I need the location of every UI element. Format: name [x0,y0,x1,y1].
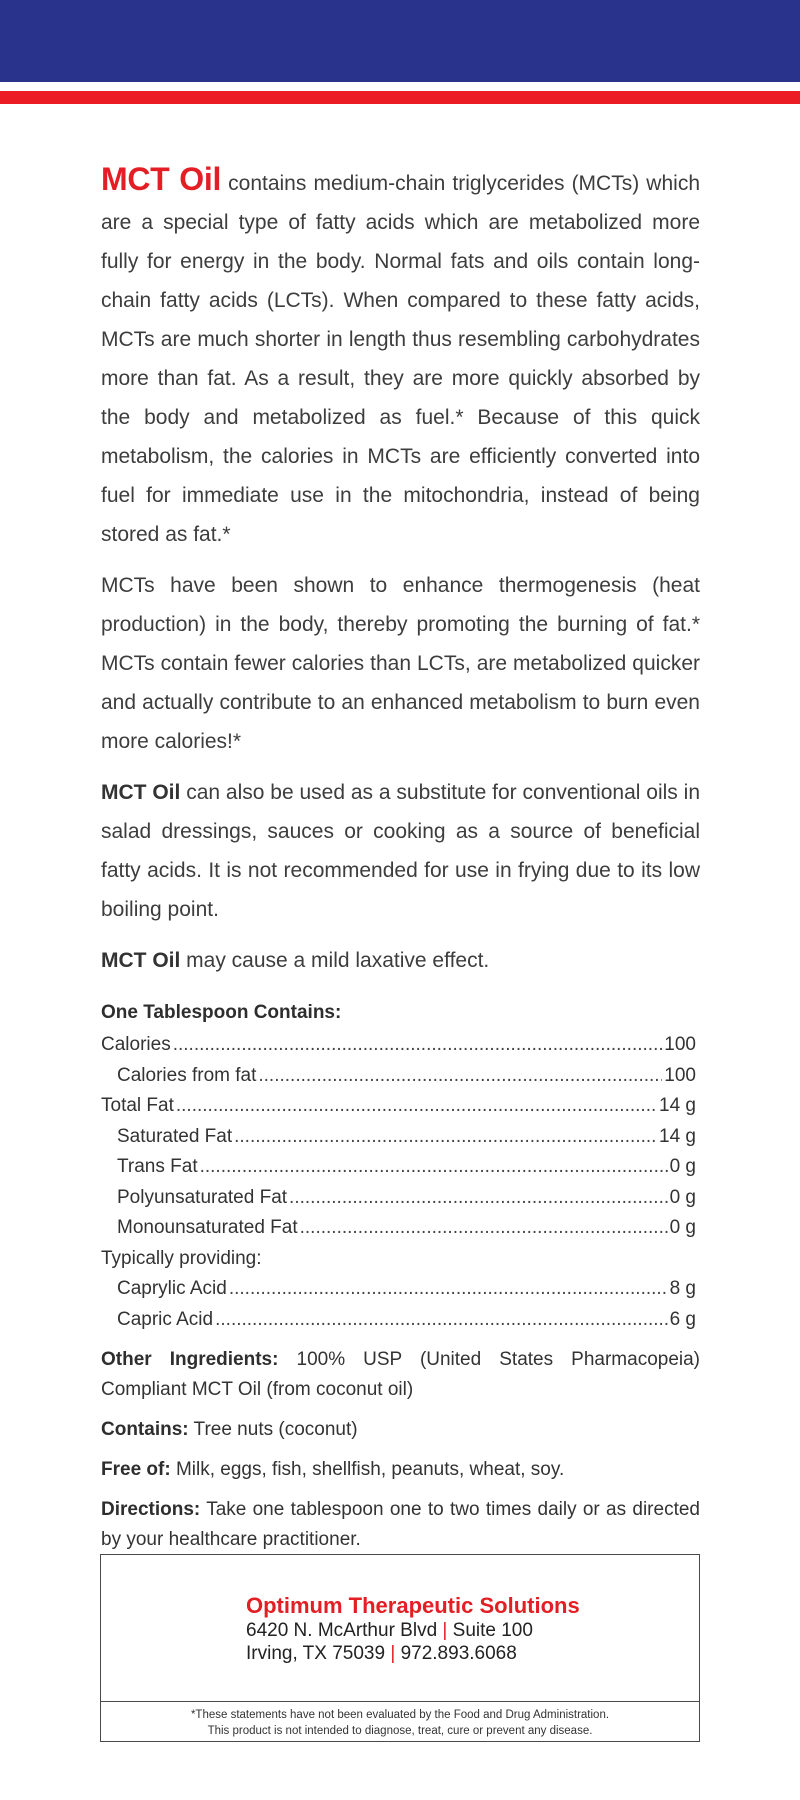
other-ingredients-label: Other Ingredients: [101,1349,279,1370]
company-address [246,1593,580,1665]
facts-label: Capric Acid [117,1308,214,1330]
facts-label: Total Fat [101,1095,174,1116]
leader-dots [289,1183,668,1214]
facts-row [101,1122,696,1153]
facts-label: Saturated Fat [117,1125,233,1147]
facts-row [101,1091,696,1122]
brand-title: MCT Oil [101,161,222,197]
facts-label: Caprylic Acid [117,1278,227,1299]
free-of-line [101,1455,700,1485]
thermogenesis-paragraph: MCTs have been shown to enhance thermogenesis (heat production) in the body, thereby promoting the burning of fat.* MCTs contain fewer calories than LCTs, are metabolized quicker and actually contribute to an enhanced metabolism to burn even more calories!* [101,574,700,753]
main-content [101,160,700,1555]
facts-label: Calories from fat [117,1064,257,1086]
phone: 972.893.6068 [400,1643,517,1664]
intro-text: contains medium-chain triglycerides (MCTs) which are a special type of fatty acids which are metabolized more fully for energy in the body. Normal fats and oils contain long-chain fatty acids (LCTs). When compared to these fatty acids, MCTs are much shorter in length thus resembling carbohydrates more than fat. As a result, they are more quickly absorbed by the body and metabolized as fuel.* Because of this quick metabolism, the calories in MCTs are efficiently converted into fuel for immediate use in the mitochondria, instead of being stored as fat.* [101,172,700,546]
other-ingredients [101,1345,700,1405]
leader-dots [200,1152,668,1183]
leader-dots [229,1274,668,1305]
fda-disclaimer [101,1707,699,1739]
laxative-paragraph [101,941,700,980]
facts-value: 100 [664,1064,696,1086]
contains-line [101,1415,700,1445]
leader-dots [300,1213,668,1244]
facts-label: Polyunsaturated Fat [117,1186,288,1208]
leader-dots [176,1091,657,1122]
facts-row [101,1244,696,1275]
header-navy-band [0,0,800,82]
intro-paragraph [101,160,700,554]
footer-divider [101,1701,699,1702]
facts-row [101,1030,696,1061]
facts-row [101,1152,696,1183]
address-line-2 [246,1642,580,1665]
separator: | [442,1620,448,1641]
city: Irving, TX 75039 [246,1643,386,1664]
facts-value: 14 g [659,1125,696,1147]
directions-text: Take one tablespoon one to two times daily or as directed by your healthcare practitioner. [101,1499,700,1550]
laxative-brand: MCT Oil [101,949,181,972]
facts-row [101,1305,696,1336]
header-red-stripe [0,91,800,104]
address-line-1 [246,1619,580,1642]
disclaimer-line-2: This product is not intended to diagnose, treat, cure or prevent any disease. [207,1725,593,1737]
directions-label: Directions: [101,1499,201,1520]
contains-text: Tree nuts (coconut) [188,1419,358,1440]
contains-label: Contains: [101,1419,189,1440]
leader-dots [215,1305,667,1336]
street: 6420 N. McArthur Blvd [246,1620,438,1641]
facts-row [101,1061,696,1092]
usage-text: can also be used as a substitute for conventional oils in salad dressings, sauces or cooking as a source of beneficial fatty acids. It is not recommended for use in frying due to its low boiling point. [101,781,700,921]
facts-label: Monounsaturated Fat [117,1217,298,1238]
disclaimer-line-1: *These statements have not been evaluated by the Food and Drug Administration. [190,1709,610,1721]
facts-label: Trans Fat [117,1156,198,1177]
facts-value: 100 [664,1034,696,1055]
leader-dots [234,1122,657,1153]
separator: | [390,1643,396,1664]
suite: Suite 100 [452,1620,533,1641]
footer-box [100,1554,700,1742]
leader-dots [173,1030,663,1061]
facts-value: 0 g [669,1156,696,1177]
free-of-text: Milk, eggs, fish, shellfish, peanuts, wheat, soy. [170,1459,565,1480]
facts-row [101,1213,696,1244]
facts-row [101,1183,696,1214]
leader-dots [258,1061,662,1092]
directions-line [101,1495,700,1555]
facts-value: 14 g [659,1095,696,1116]
facts-value: 8 g [669,1278,696,1299]
facts-value: 6 g [669,1308,696,1330]
facts-title: One Tablespoon Contains: [101,1002,342,1023]
company-name: Optimum Therapeutic Solutions [246,1593,580,1618]
usage-brand: MCT Oil [101,781,181,804]
facts-value: 0 g [669,1217,696,1238]
facts-label: Calories [101,1034,171,1055]
facts-row [101,1274,696,1305]
usage-paragraph [101,773,700,929]
facts-list [101,1030,696,1335]
facts-value: 0 g [669,1186,696,1208]
other-ingredients-text: 100% USP (United States Pharmacopeia) Compliant MCT Oil (from coconut oil) [101,1349,701,1400]
free-of-label: Free of: [101,1459,171,1480]
laxative-text: may cause a mild laxative effect. [180,949,490,972]
facts-label: Typically providing: [101,1247,262,1269]
